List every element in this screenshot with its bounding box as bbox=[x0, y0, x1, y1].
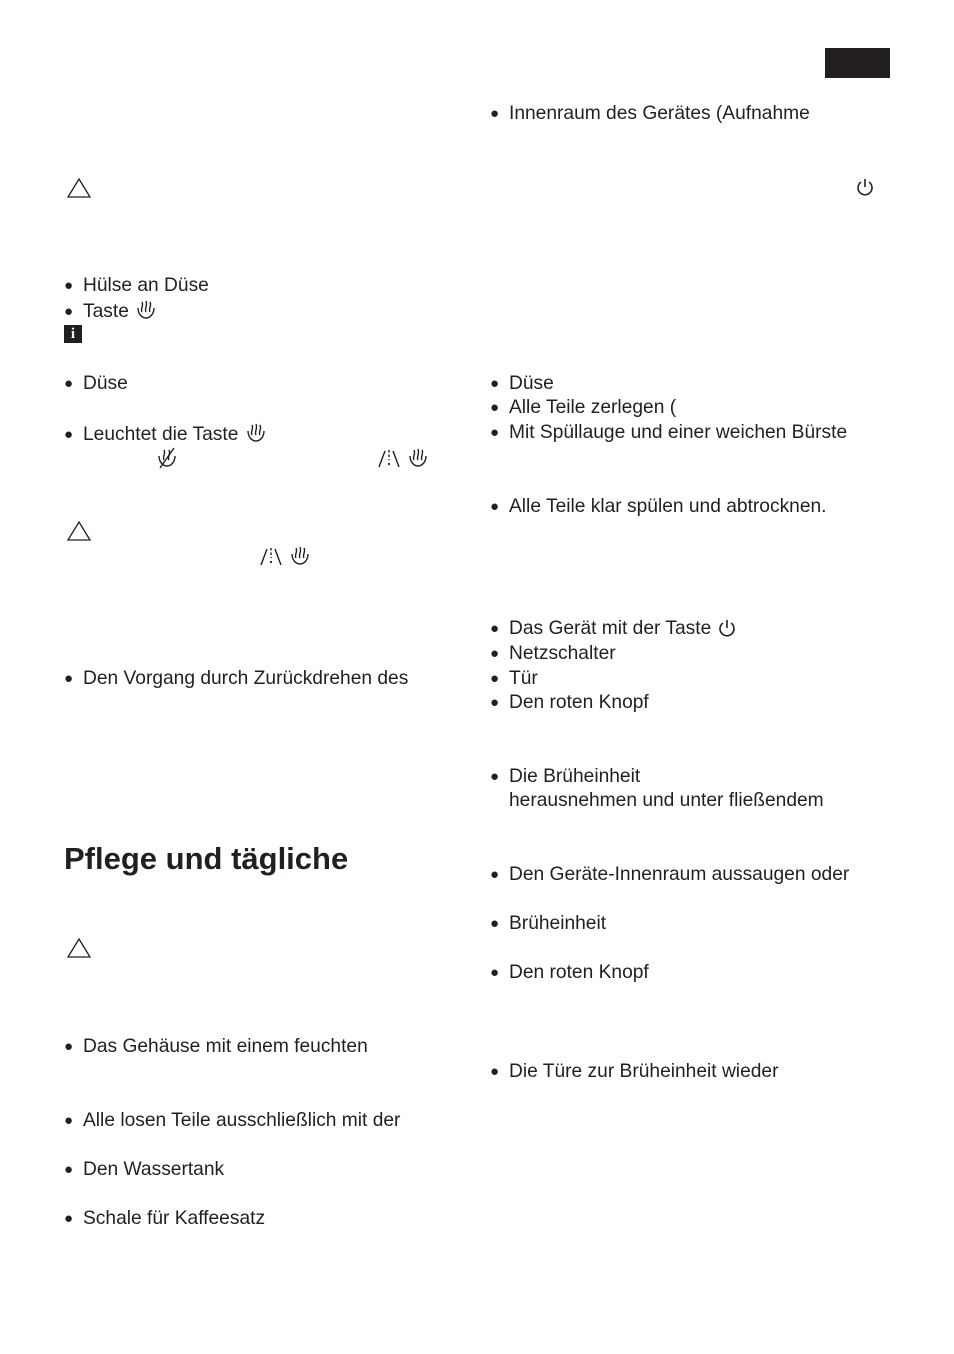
section-heading: Pflege und tägliche bbox=[64, 841, 349, 876]
list-item-text: Taste bbox=[83, 301, 129, 322]
list-item: ● Den Geräte-Innenraum aussaugen oder bbox=[490, 864, 850, 885]
list-item-text: Den roten Knopf bbox=[509, 692, 649, 713]
list-item: ● Düse bbox=[64, 373, 128, 394]
list-item-text: Leuchtet die Taste bbox=[83, 424, 239, 445]
warning-triangle-icon bbox=[66, 177, 92, 199]
list-item-text: Düse bbox=[83, 373, 128, 394]
list-item: ● Die Türe zur Brüheinheit wieder bbox=[490, 1061, 779, 1082]
list-item-text: Den roten Knopf bbox=[509, 962, 649, 983]
list-item-continuation: herausnehmen und unter fließendem bbox=[509, 790, 824, 811]
language-tab bbox=[825, 48, 890, 78]
steam-icon bbox=[406, 447, 430, 469]
list-item: ● Alle Teile klar spülen und abtrocknen. bbox=[490, 496, 827, 517]
warning-triangle-icon bbox=[66, 937, 92, 959]
list-item-text: Netzschalter bbox=[509, 643, 616, 664]
steam-off-icon bbox=[155, 446, 179, 470]
list-item: ● Mit Spüllauge und einer weichen Bürste bbox=[490, 422, 848, 443]
list-item-text: Die Türe zur Brüheinheit wieder bbox=[509, 1061, 779, 1082]
steam-icon bbox=[244, 422, 268, 444]
warning-triangle-icon bbox=[66, 520, 92, 542]
list-item-text: Die Brüheinheit bbox=[509, 766, 641, 787]
list-item-text: Mit Spüllauge und einer weichen Bürste bbox=[509, 422, 848, 443]
list-item-text: Alle Teile zerlegen ( bbox=[509, 397, 677, 418]
list-item: ● Den Vorgang durch Zurückdrehen des bbox=[64, 668, 409, 689]
list-item-text: Den Geräte-Innenraum aussaugen oder bbox=[509, 864, 850, 885]
list-item: ● Leuchtet die Taste bbox=[64, 422, 268, 446]
list-item-text: Tür bbox=[509, 668, 538, 689]
list-item: ● Netzschalter bbox=[490, 643, 616, 664]
power-icon bbox=[855, 177, 875, 197]
list-item: ● Innenraum des Gerätes (Aufnahme bbox=[490, 103, 810, 124]
list-item-text: Alle Teile klar spülen und abtrocknen. bbox=[509, 496, 827, 517]
flash-icon bbox=[376, 447, 402, 469]
list-item-text: Schale für Kaffeesatz bbox=[83, 1208, 266, 1229]
list-item: ● Alle losen Teile ausschließlich mit der bbox=[64, 1110, 401, 1131]
list-item: ● Den roten Knopf bbox=[490, 962, 649, 983]
steam-icon bbox=[288, 545, 312, 567]
list-item-text: Alle losen Teile ausschließlich mit der bbox=[83, 1110, 401, 1131]
list-item: ● Den roten Knopf bbox=[490, 692, 649, 713]
list-item: ● Tür bbox=[490, 668, 538, 689]
list-item-text: Düse bbox=[509, 373, 554, 394]
list-item-text: Das Gehäuse mit einem feuchten bbox=[83, 1036, 368, 1057]
list-item: ● Das Gehäuse mit einem feuchten bbox=[64, 1036, 368, 1057]
list-item-text: Brüheinheit bbox=[509, 913, 607, 934]
list-item-text: Das Gerät mit der Taste bbox=[509, 618, 712, 639]
steam-icon bbox=[134, 299, 158, 321]
list-item: ● Schale für Kaffeesatz bbox=[64, 1208, 266, 1229]
list-item: ● Düse bbox=[490, 373, 554, 394]
list-item: ● Die Brüheinheit bbox=[490, 766, 641, 787]
list-item: ● Taste bbox=[64, 299, 158, 323]
info-icon: i bbox=[64, 325, 82, 343]
list-item: ● Hülse an Düse bbox=[64, 275, 209, 296]
list-item: ● Alle Teile zerlegen ( bbox=[490, 397, 677, 418]
flash-icon bbox=[258, 545, 284, 567]
list-item-text: Innenraum des Gerätes (Aufnahme bbox=[509, 103, 810, 124]
list-item: ● Brüheinheit bbox=[490, 913, 607, 934]
list-item-text: Hülse an Düse bbox=[83, 275, 209, 296]
list-item-text: Den Vorgang durch Zurückdrehen des bbox=[83, 668, 409, 689]
power-icon bbox=[717, 618, 737, 638]
list-item: ● Den Wassertank bbox=[64, 1159, 225, 1180]
list-item: ● Das Gerät mit der Taste bbox=[490, 618, 737, 640]
list-item-text: Den Wassertank bbox=[83, 1159, 225, 1180]
